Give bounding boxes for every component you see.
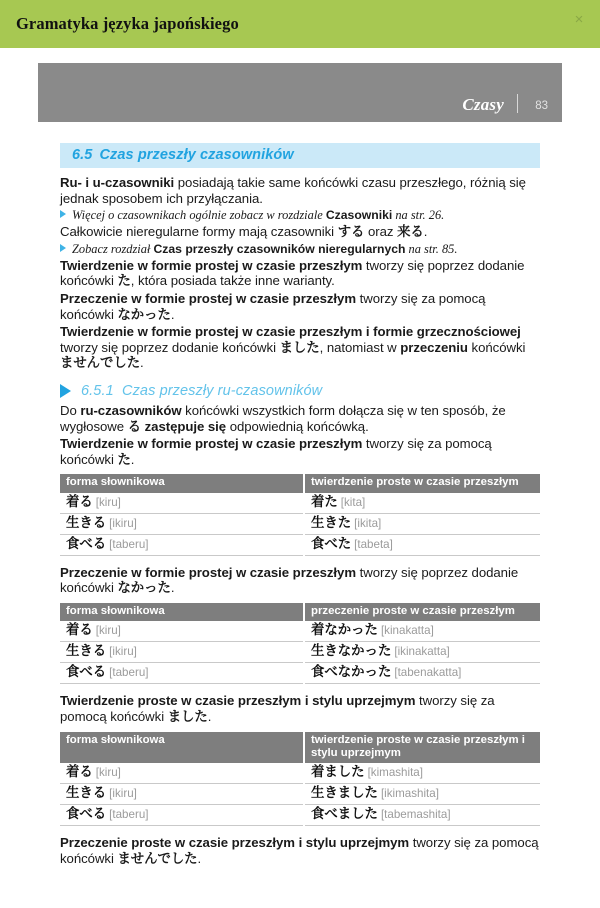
romaji-text: [ikimashita] xyxy=(380,787,439,801)
romaji-text: [tabemashita] xyxy=(380,808,451,822)
subsection-paragraph xyxy=(60,403,540,434)
intro-p5-c: końcówki xyxy=(467,339,526,355)
chapter-banner xyxy=(38,63,562,122)
kana-text: 食べる xyxy=(66,806,107,822)
subsection-heading xyxy=(60,383,540,399)
intro-p4-jp: なかった xyxy=(117,306,171,322)
intro-p2-c: . xyxy=(423,224,428,240)
reference-note-1 xyxy=(60,208,540,222)
cell-conjugated-form xyxy=(304,763,540,784)
cell-dictionary-form xyxy=(60,663,304,684)
lead-negative xyxy=(60,565,540,596)
subsection-heading-text xyxy=(81,383,322,399)
cell-conjugated-form xyxy=(304,534,540,555)
ref1-a: Więcej o czasownikach ogólnie zobacz w rozdziale xyxy=(72,208,326,223)
intro-p1-rest: posiadają takie same końcówki czasu przeszłego, różnią się jednak sposobem ich przyłączania. xyxy=(60,175,526,206)
table-row xyxy=(60,642,540,663)
intro-paragraph-4 xyxy=(60,291,540,322)
column-header-dictionary-form: forma słownikowa xyxy=(60,474,304,492)
lead-negative-a: tworzy się poprzez dodanie końcówki xyxy=(60,564,519,596)
close-icon[interactable]: × xyxy=(574,11,584,28)
romaji-text: [taberu] xyxy=(109,666,149,680)
intro-p2-jp1: する xyxy=(337,224,365,240)
kana-text: 着る xyxy=(66,622,93,638)
lead-polite-affirmative xyxy=(60,693,540,724)
kana-text: 生きなかった xyxy=(311,643,392,659)
romaji-text: [kimashita] xyxy=(367,766,423,780)
lead-negative-b: . xyxy=(170,580,175,596)
romaji-text: [tabeta] xyxy=(354,537,393,551)
cell-dictionary-form xyxy=(60,621,304,642)
column-header-form: twierdzenie proste w czasie przeszłym i stylu uprzejmym xyxy=(304,732,540,764)
kana-text: 食べた xyxy=(311,535,352,551)
conjugation-table-negative xyxy=(60,603,540,684)
column-header-form: twierdzenie proste w czasie przeszłym xyxy=(304,474,540,492)
column-header-form: przeczenie proste w czasie przeszłym xyxy=(304,603,540,621)
lead-negative-bold: Przeczenie w formie prostej w czasie przeszłym xyxy=(60,564,357,580)
intro-p2-a: Całkowicie nieregularne formy mają czasowniki xyxy=(60,224,338,240)
lead-polite-affirm-jp: ました xyxy=(167,708,208,724)
intro-p3-a: tworzy się poprzez dodanie końcówki xyxy=(60,257,525,289)
kana-text: 生きる xyxy=(66,785,107,801)
cell-conjugated-form xyxy=(304,805,540,826)
intro-p2-b: oraz xyxy=(364,224,398,240)
cell-conjugated-form xyxy=(304,784,540,805)
lead-affirm-bold: Twierdzenie w formie prostej w czasie przeszłym xyxy=(60,436,363,452)
lead-affirm-b: . xyxy=(130,451,135,467)
romaji-text: [ikinakatta] xyxy=(394,645,450,659)
sub-p1-a: Do xyxy=(60,402,81,418)
table-row xyxy=(60,534,540,555)
kana-text: 着ました xyxy=(311,764,365,780)
kana-text: 食べなかった xyxy=(311,664,392,680)
kana-text: 食べる xyxy=(66,535,107,551)
section-number: 6.5 xyxy=(72,147,93,163)
chapter-title: Czasy xyxy=(462,95,504,114)
app-header xyxy=(0,0,600,48)
table-header-row xyxy=(60,603,540,621)
intro-p3-jp: た xyxy=(117,273,131,289)
reference-note-2 xyxy=(60,242,540,256)
intro-paragraph-1 xyxy=(60,175,540,206)
lead-polite-affirm-bold: Twierdzenie proste w czasie przeszłym i stylu uprzejmym xyxy=(60,693,416,709)
table-header-row xyxy=(60,474,540,492)
table-row xyxy=(60,513,540,534)
romaji-text: [ikiru] xyxy=(109,645,137,659)
subsection-title: Czas przeszły ru-czasowników xyxy=(122,382,323,399)
table-row xyxy=(60,493,540,514)
intro-p2-jp2: 来る xyxy=(397,224,424,240)
romaji-text: [ikita] xyxy=(354,516,382,530)
table-row xyxy=(60,763,540,784)
sub-p1-bold: ru-czasowników xyxy=(80,402,182,418)
table-row xyxy=(60,663,540,684)
page-sheet xyxy=(0,48,600,867)
lead-polite-negative-bold: Przeczenie proste w czasie przeszłym i stylu uprzejmym xyxy=(60,835,410,851)
triangle-bullet-icon xyxy=(60,384,71,398)
lead-polite-negative xyxy=(60,835,540,866)
column-header-dictionary-form: forma słownikowa xyxy=(60,603,304,621)
kana-text: 生きました xyxy=(311,785,378,801)
romaji-text: [kiru] xyxy=(95,495,121,509)
intro-p4-bold: Przeczenie w formie prostej w czasie przeszłym xyxy=(60,290,357,306)
sub-p1-c: odpowiednią końcówką. xyxy=(226,418,369,434)
kana-text: 生きた xyxy=(311,514,352,530)
kana-text: 着なかった xyxy=(311,622,378,638)
section-title: Czas przeszły czasowników xyxy=(99,147,294,163)
cell-dictionary-form xyxy=(60,513,304,534)
cell-dictionary-form xyxy=(60,784,304,805)
kana-text: 着た xyxy=(311,493,338,509)
sub-p1-b: końcówki wszystkich form dołącza się w ten sposób, że wygłosowe xyxy=(60,402,506,434)
reference-note-1-text xyxy=(72,208,444,222)
cell-dictionary-form xyxy=(60,805,304,826)
intro-p5-jp1: ました xyxy=(279,339,320,355)
intro-paragraph-5 xyxy=(60,324,540,371)
intro-p5-bold2: przeczeniu xyxy=(400,339,468,355)
ref2-a: Zobacz rozdział xyxy=(72,241,154,256)
kana-text: 食べる xyxy=(66,664,107,680)
sub-p1-jp: る xyxy=(127,418,142,434)
romaji-text: [ikiru] xyxy=(109,516,137,530)
lead-polite-affirm-b: . xyxy=(207,708,212,724)
lead-polite-negative-a: tworzy się za pomocą końcówki xyxy=(60,835,539,866)
ref1-c: na str. 26. xyxy=(392,208,445,223)
intro-paragraph-3 xyxy=(60,258,540,289)
subsection-number: 6.5.1 xyxy=(81,382,114,399)
page-content xyxy=(38,122,562,867)
lead-affirm-jp: た xyxy=(117,451,131,467)
table-row xyxy=(60,621,540,642)
intro-p5-b: , natomiast w xyxy=(319,339,401,355)
kana-text: 食べました xyxy=(311,806,378,822)
romaji-text: [taberu] xyxy=(109,808,149,822)
intro-p4-a: tworzy się za pomocą końcówki xyxy=(60,290,486,322)
cell-conjugated-form xyxy=(304,493,540,514)
intro-p5-a: tworzy się poprzez dodanie końcówki xyxy=(60,339,280,355)
conjugation-table-polite-affirmative xyxy=(60,732,540,827)
table-row xyxy=(60,784,540,805)
ref2-b: Czas przeszły czasowników nieregularnych xyxy=(153,241,406,256)
lead-negative-jp: なかった xyxy=(117,580,171,596)
cell-conjugated-form xyxy=(304,513,540,534)
romaji-text: [kiru] xyxy=(95,766,121,780)
banner-divider xyxy=(517,94,518,113)
intro-p4-b: . xyxy=(170,306,175,322)
column-header-dictionary-form: forma słownikowa xyxy=(60,732,304,764)
cell-conjugated-form xyxy=(304,642,540,663)
intro-paragraph-2 xyxy=(60,224,540,240)
cell-dictionary-form xyxy=(60,763,304,784)
intro-p5-jp2: ませんでした xyxy=(60,355,141,371)
romaji-text: [kinakatta] xyxy=(380,624,434,638)
lead-polite-negative-b: . xyxy=(197,850,202,866)
romaji-text: [taberu] xyxy=(109,537,149,551)
lead-polite-negative-jp: ませんでした xyxy=(117,850,198,866)
intro-p1-bold: Ru- i u-czasowniki xyxy=(60,175,175,190)
reference-note-2-text xyxy=(72,242,457,256)
ref1-b: Czasowniki xyxy=(325,208,393,223)
lead-affirmative xyxy=(60,436,540,467)
kana-text: 生きる xyxy=(66,514,107,530)
intro-p3-b: , która posiada także inne warianty. xyxy=(130,273,335,289)
intro-p5-d: . xyxy=(140,355,144,371)
romaji-text: [tabenakatta] xyxy=(394,666,462,680)
app-title: Gramatyka języka japońskiego xyxy=(16,14,239,33)
kana-text: 着る xyxy=(66,493,93,509)
triangle-bullet-icon xyxy=(60,244,66,252)
intro-p5-bold: Twierdzenie w formie prostej w czasie przeszłym i formie grzecznościowej xyxy=(60,324,521,340)
cell-conjugated-form xyxy=(304,663,540,684)
table-header-row xyxy=(60,732,540,764)
romaji-text: [kiru] xyxy=(95,624,121,638)
cell-dictionary-form xyxy=(60,534,304,555)
intro-p3-bold: Twierdzenie w formie prostej w czasie przeszłym xyxy=(60,257,363,273)
romaji-text: [kita] xyxy=(340,495,366,509)
table-row xyxy=(60,805,540,826)
cell-conjugated-form xyxy=(304,621,540,642)
kana-text: 生きる xyxy=(66,643,107,659)
cell-dictionary-form xyxy=(60,642,304,663)
lead-affirm-a: tworzy się za pomocą końcówki xyxy=(60,436,492,467)
ref2-c: na str. 85. xyxy=(405,241,458,256)
conjugation-table-affirmative xyxy=(60,474,540,555)
triangle-bullet-icon xyxy=(60,210,66,218)
cell-dictionary-form xyxy=(60,493,304,514)
section-heading xyxy=(60,143,540,168)
sub-p1-bold2: zastępuje się xyxy=(144,418,227,434)
lead-polite-affirm-a: tworzy się za pomocą końcówki xyxy=(60,693,495,724)
kana-text: 着る xyxy=(66,764,93,780)
romaji-text: [ikiru] xyxy=(109,787,137,801)
page-number: 83 xyxy=(535,100,548,112)
